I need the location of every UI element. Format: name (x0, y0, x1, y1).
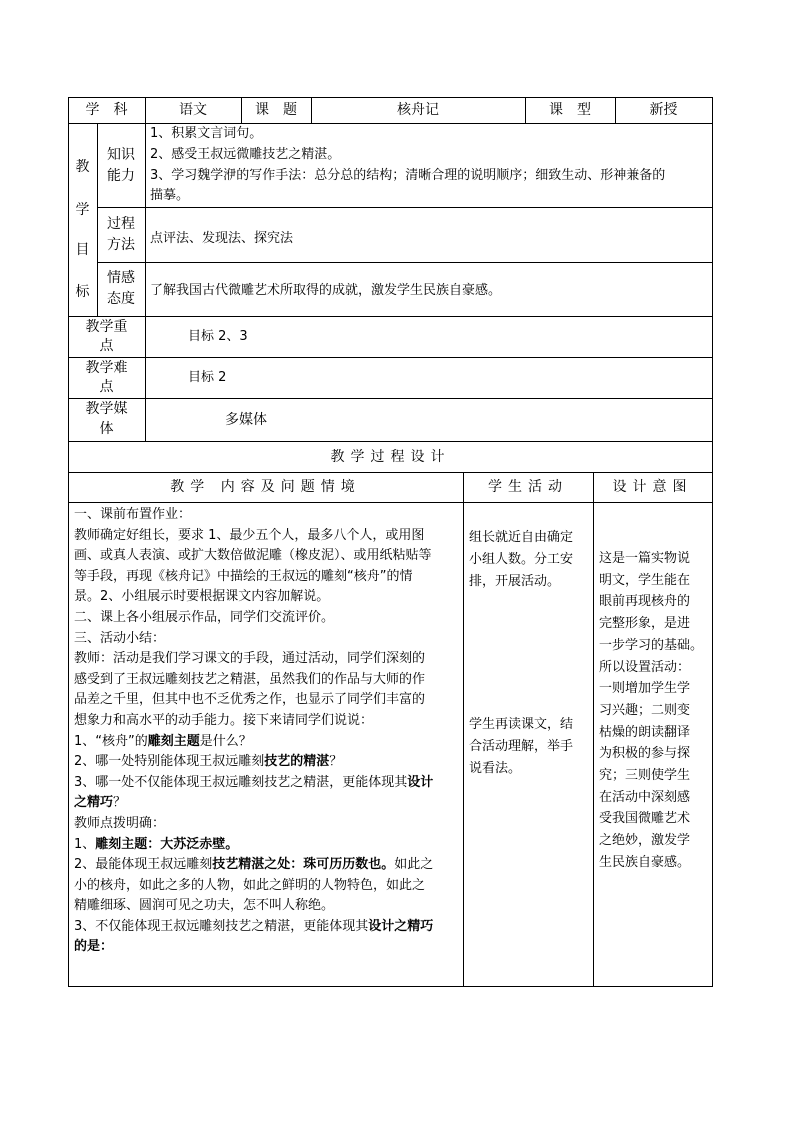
content-line: 1、雕刻主题：大苏泛赤壁。 (74, 836, 239, 852)
emphasis-text: 雕刻主题：大苏泛赤壁。 (95, 836, 239, 852)
process-design-title: 教学过程设计 (330, 449, 451, 465)
knowledge-line: 1、积累文言词句。 (150, 126, 263, 141)
emphasis-text: 设计之精巧 (368, 918, 434, 934)
key-points-label: 教学重 (85, 319, 128, 335)
knowledge-line: 3、学习魏学洢的写作手法：总分总的结构；清晰合理的说明顺序；细致生动、形神兼备的 (150, 168, 666, 183)
emotion-text: 了解我国古代微雕艺术所取得的成就，激发学生民族自豪感。 (150, 283, 502, 298)
objectives-label-char: 目 (75, 242, 90, 258)
content-line: 精雕细琢、圆润可见之功夫，怎不叫人称绝。 (74, 898, 335, 914)
media-label: 体 (99, 421, 114, 437)
content-line: 一、课前布置作业： (74, 507, 192, 522)
design-intent-line: 一则增加学生学 (599, 681, 691, 697)
topic-label: 课 题 (255, 102, 297, 118)
student-activity-2 (469, 714, 591, 780)
design-intent-line: 眼前再现核舟的 (599, 594, 691, 610)
difficulties-label: 点 (99, 379, 114, 395)
subject-label: 学 科 (85, 102, 128, 118)
type-label: 课 型 (549, 102, 591, 118)
design-intent-header: 设计意图 (612, 479, 693, 495)
content-line: 教师：活动是我们学习课文的手段，通过活动，同学们深刻的 (74, 651, 426, 667)
content-column-header: 教学 内容及问题情境 (170, 479, 361, 495)
student-activity-line: 排，开展活动。 (469, 574, 561, 589)
design-intent-line: 究；三则使学生 (599, 768, 691, 784)
process-label: 过程 (107, 216, 135, 232)
emphasis-text: 技艺的精湛 (264, 754, 330, 770)
content-line: 教师确定好组长，要求 1、最少五个人，最多八个人，或用图 (74, 527, 425, 543)
design-intent-line: 枯燥的朗读翻译 (599, 724, 691, 740)
content-line: 3、不仅能体现王叔远雕刻技艺之精湛，更能体现其设计之精巧 (74, 918, 434, 934)
content-line: 景。2、小组展示时要根据课文内容加解说。 (74, 589, 330, 605)
content-line: 三、活动小结： (74, 630, 166, 646)
design-intent-line: 为积极的参与探 (599, 746, 691, 762)
objectives-label-char: 教 (75, 159, 90, 175)
content-line: 之精巧？ (74, 795, 127, 811)
student-activity-line: 学生再读课文，结 (469, 717, 574, 732)
process-methods: 点评法、发现法、探究法 (150, 231, 294, 246)
design-intent-line: 完整形象，是进 (599, 616, 691, 632)
emotion-label: 态度 (107, 291, 135, 307)
key-points-label: 点 (99, 338, 114, 354)
content-line: 画、或真人表演、或扩大数倍做泥雕（橡皮泥）、或用纸粘贴等 (74, 548, 432, 564)
media-label: 教学媒 (85, 401, 128, 417)
content-line: 小的核舟，如此之多的人物，如此之鲜明的人物特色，如此之 (74, 877, 426, 893)
topic-value: 核舟记 (397, 102, 439, 118)
objectives-label-char: 标 (75, 284, 90, 300)
objectives-label-char: 学 (75, 202, 90, 218)
student-activity-line: 小组人数。分工安 (469, 552, 574, 567)
difficulties-label: 教学难 (85, 360, 128, 376)
type-value: 新授 (649, 102, 678, 118)
content-line: 教师点拨明确： (74, 815, 166, 831)
student-activity-header: 学生活动 (488, 479, 568, 495)
design-intent-line: 在活动中深刻感 (599, 789, 691, 805)
key-points-text: 目标 2、3 (188, 329, 248, 344)
content-line: 二、课上各小组展示作品，同学们交流评价。 (74, 609, 335, 625)
design-intent-line: 受我国微雕艺术 (599, 811, 691, 827)
process-label: 方法 (107, 237, 135, 253)
content-line: 1、“核舟”的雕刻主题是什么？ (74, 733, 252, 749)
teaching-content (74, 505, 460, 958)
content-line: 等手段，再现《核舟记》中描绘的王叔远的雕刻“核舟”的情 (74, 568, 413, 584)
knowledge-label: 能力 (107, 168, 135, 184)
knowledge-label: 知识 (107, 147, 135, 163)
design-intent-line: 习兴趣；二则变 (599, 702, 691, 718)
emphasis-text: 之精巧 (74, 795, 114, 811)
knowledge-line: 描摹。 (150, 188, 190, 203)
design-intent-line: 所以设置活动： (599, 659, 691, 675)
content-line: 想象力和高水平的动手能力。接下来请同学们说说： (74, 712, 374, 728)
design-intent-line: 之绝妙，激发学 (599, 833, 691, 849)
design-intent-line: 明文，学生能在 (599, 572, 691, 588)
emphasis-text: 技艺精湛之处：珠可历历数也。 (212, 857, 395, 873)
subject-value: 语文 (179, 102, 207, 118)
difficulties-text: 目标 2 (188, 370, 227, 385)
design-intent-line: 这是一篇实物说 (599, 551, 691, 566)
student-activity-line: 合活动理解，举手 (469, 739, 574, 754)
media-text: 多媒体 (225, 412, 267, 428)
design-intent-line: 生民族自豪感。 (599, 854, 691, 870)
knowledge-line: 2、感受王叔远微雕技艺之精湛。 (150, 147, 341, 162)
emotion-label: 情感 (107, 270, 135, 286)
student-activity-line: 组长就近自由确定 (469, 530, 574, 545)
content-line: 2、哪一处特别能体现王叔远雕刻技艺的精湛？ (74, 754, 343, 770)
emphasis-text: 设计 (407, 774, 434, 790)
design-intent-line: 一步学习的基础。 (599, 637, 704, 653)
content-line (74, 937, 460, 958)
content-line: 感受到了王叔远雕刻技艺之精湛，虽然我们的作品与大师的作 (74, 671, 426, 687)
design-intent (599, 548, 711, 874)
emphasis-text: 的是： (74, 939, 114, 955)
content-line: 品差之千里，但其中也不乏优秀之作，也显示了同学们丰富的 (74, 692, 426, 708)
content-line: 2、最能体现王叔远雕刻技艺精湛之处：珠可历历数也。如此之 (74, 857, 434, 873)
student-activity-line: 说看法。 (469, 761, 522, 776)
emphasis-text: 雕刻主题 (147, 733, 200, 749)
content-line: 3、哪一处不仅能体现王叔远雕刻技艺之精湛，更能体现其设计 (74, 774, 434, 790)
student-activity-1 (469, 527, 591, 593)
